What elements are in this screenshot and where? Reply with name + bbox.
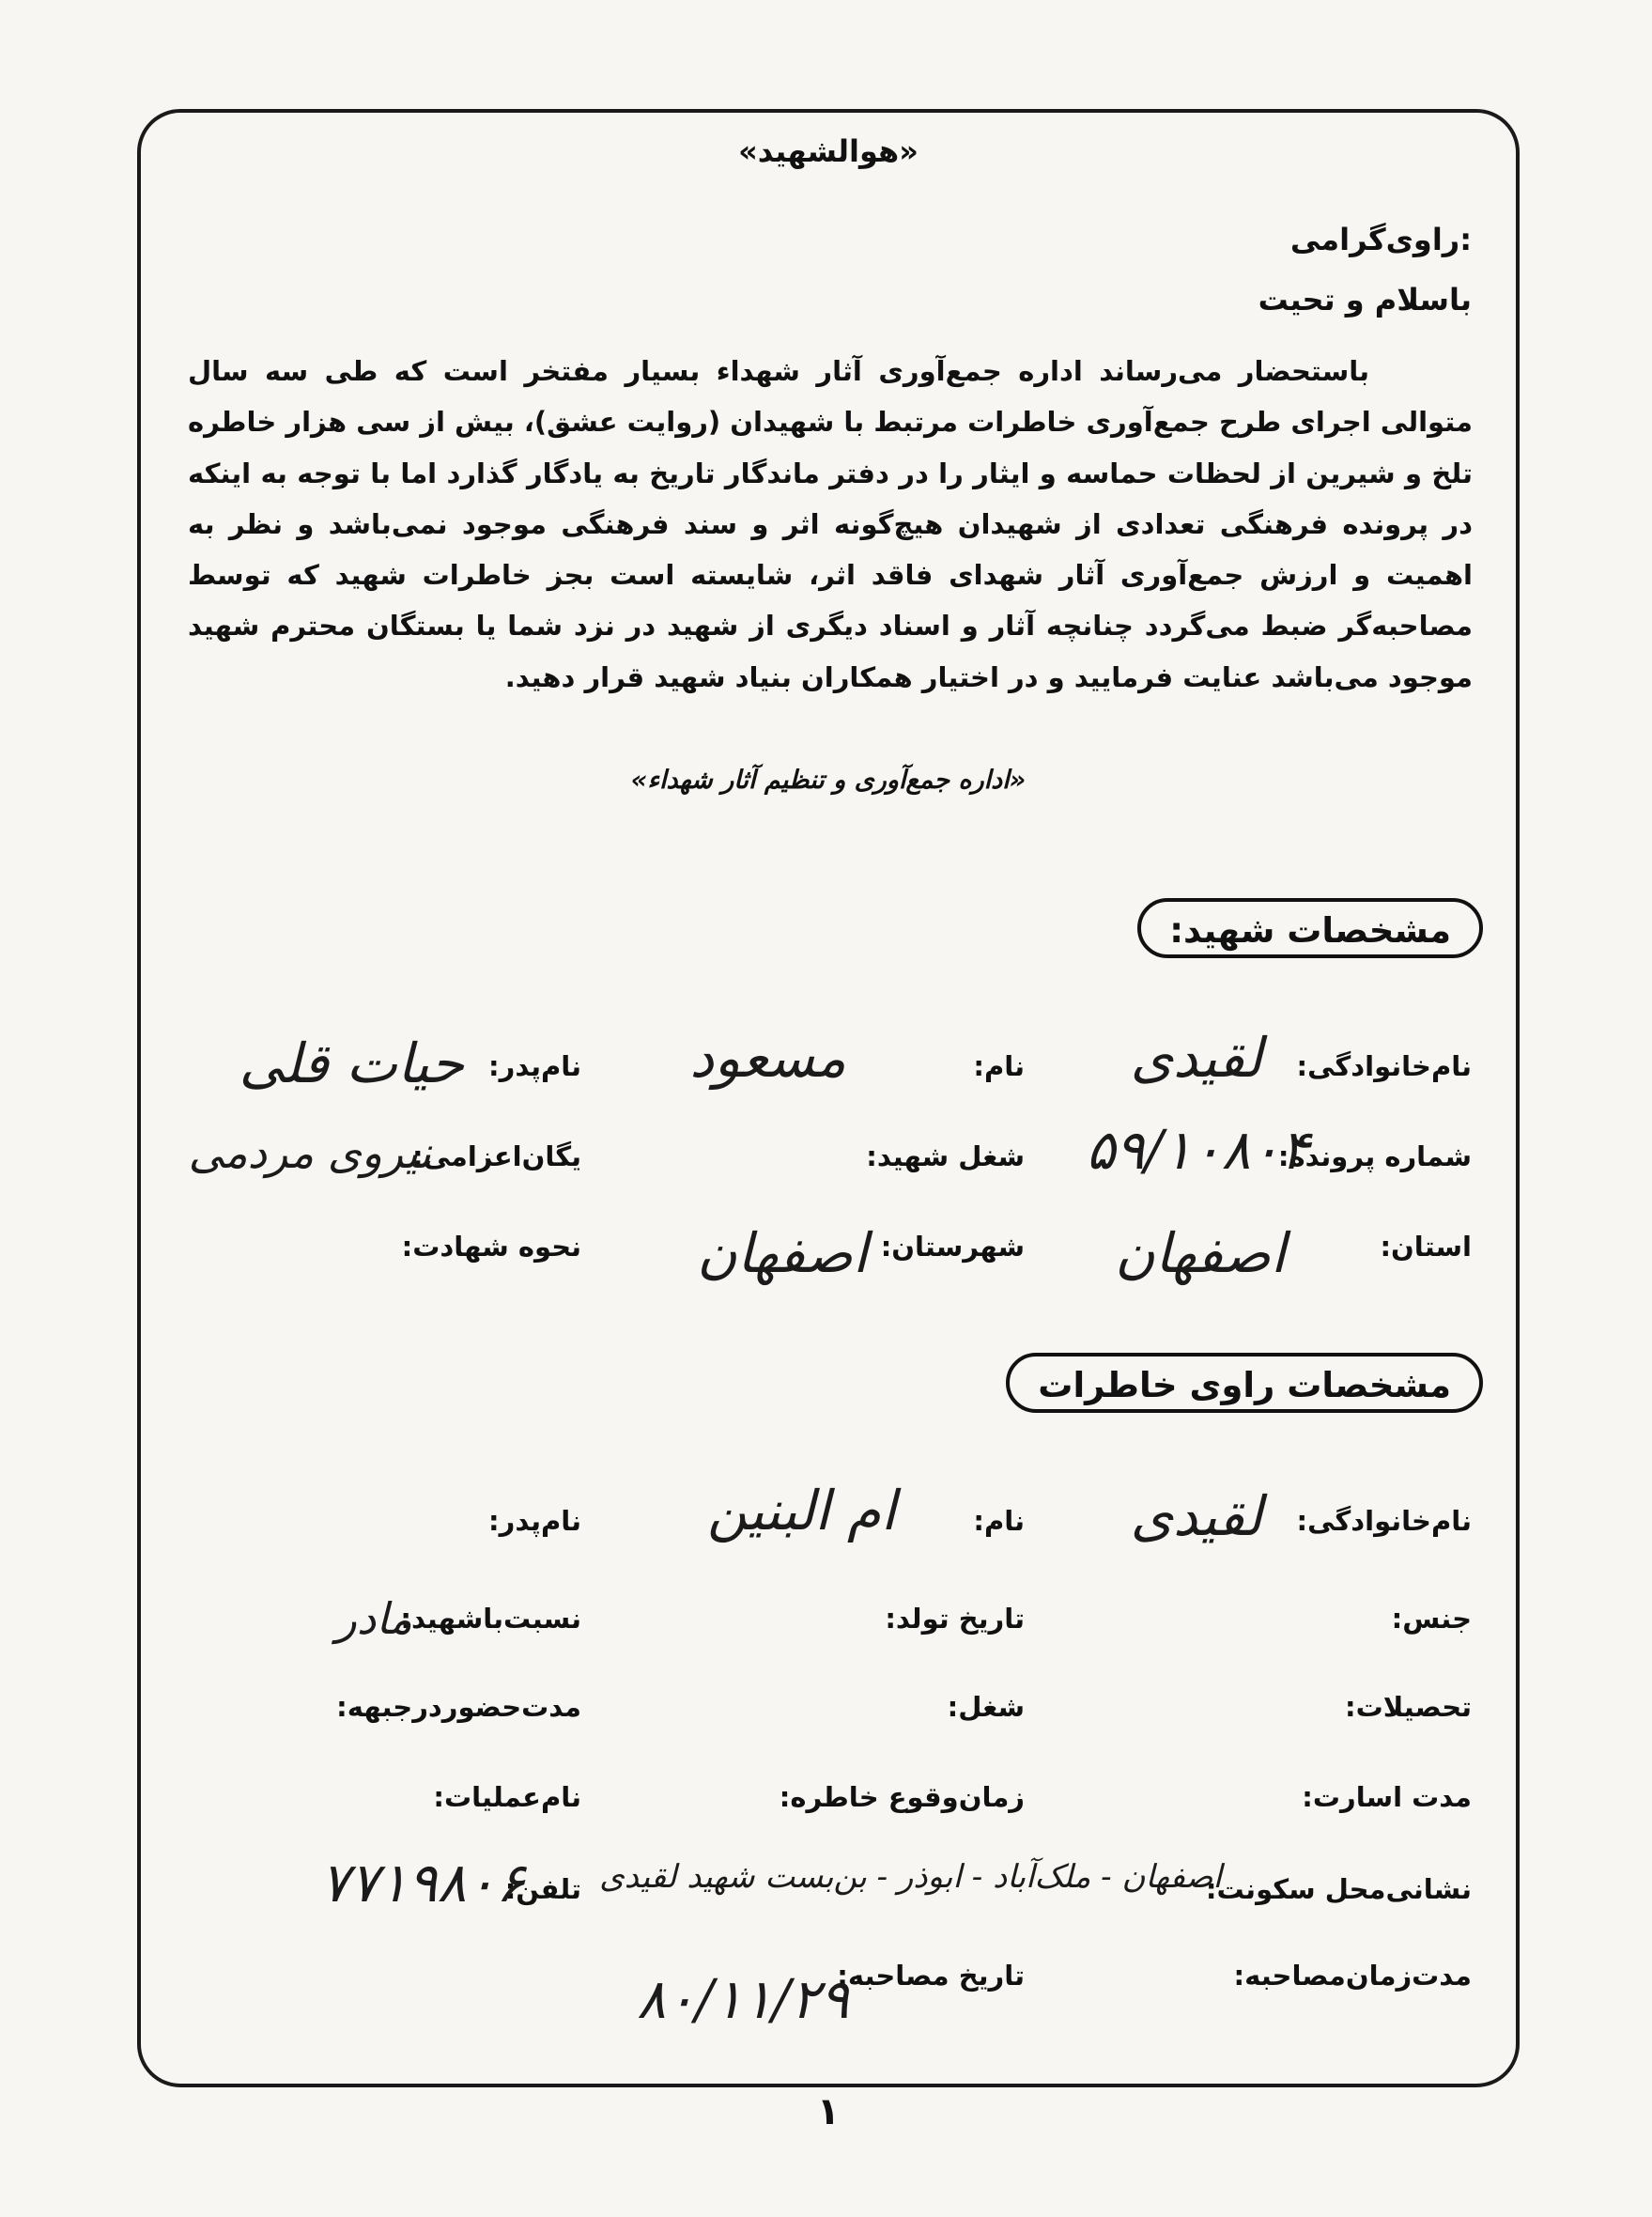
narrator-education-label: تحصیلات:: [1345, 1691, 1472, 1723]
narrator-memory-time-label: زمان‌وقوع خاطره:: [779, 1781, 1025, 1813]
martyr-file-number-label: شماره پرونده:: [1277, 1140, 1472, 1172]
narrator-family-name-value: لقیدی: [1130, 1484, 1262, 1548]
letter-body: [188, 346, 1473, 703]
narrator-name-label: نام:: [973, 1505, 1025, 1537]
martyr-section-title: مشخصات شهید:: [1137, 898, 1483, 958]
letter-paragraph: باستحضار می‌رساند اداره جمع‌آوری آثار شهداء بسیار مفتخر است که طی سه سال متوالی اجرای طرح جمع‌آوری خاطرات مرتبط با شهیدان (روایت عشق)، بیش از سی هزار خاطره تلخ و شیرین از لحظات حماسه و ایثار را در دفتر ماندگار تاریخ به یادگار گذارد اما با توجه به اینکه در پرونده فرهنگی تعدادی از شهیدان هیچ‌گونه اثر و سند فرهنگی موجود نمی‌باشد و نظر به اهمیت و ارزش جمع‌آوری آثار شهدای فاقد اثر، شایسته است بجز خاطرات شهید که توسط مصاحبه‌گر ضبط می‌گردد چنانچه آثار و اسناد دیگری از شهید در نزد شما یا بستگان محترم شهید موجود می‌باشد عنایت فرمایید و در اختیار همکاران بنیاد شهید قرار دهید.: [188, 355, 1473, 693]
narrator-gender-label: جنس:: [1391, 1603, 1472, 1635]
narrator-name-value: ام البنین: [707, 1479, 896, 1543]
martyr-city-label: شهرستان:: [880, 1231, 1025, 1263]
martyr-martyrdom-manner-label: نحوه شهادت:: [401, 1231, 581, 1263]
martyr-file-number-value: ۵۹/۱۰۸۰۴: [1086, 1118, 1309, 1182]
narrator-interview-date-label: تاریخ مصاحبه:: [837, 1960, 1025, 1992]
martyr-province-value: اصفهان: [1115, 1221, 1286, 1285]
greeting: راوی‌گرامی:: [1289, 222, 1472, 257]
martyr-family-name-value: لقیدی: [1130, 1026, 1262, 1090]
salutation: باسلام و تحیت: [1258, 282, 1472, 318]
narrator-family-name-label: نام‌خانوادگی:: [1296, 1505, 1472, 1537]
narrator-phone-label: تلفن:: [504, 1873, 581, 1905]
narrator-section-title: مشخصات راوی خاطرات: [1006, 1353, 1483, 1413]
narrator-father-name-label: نام‌پدر:: [488, 1505, 581, 1537]
narrator-relation-label: نسبت‌باشهید:: [400, 1603, 581, 1635]
narrator-captivity-duration-label: مدت اسارت:: [1302, 1781, 1472, 1813]
martyr-name-value: مسعود: [689, 1026, 846, 1090]
page-number: ۱: [816, 2090, 841, 2133]
narrator-operation-name-label: نام‌عملیات:: [433, 1781, 581, 1813]
martyr-city-value: اصفهان: [697, 1221, 868, 1285]
narrator-address-value: اصفهان - ملک‌آباد - ابوذر - بن‌بست شهید لقیدی: [599, 1858, 1222, 1896]
martyr-occupation-label: شغل شهید:: [866, 1140, 1025, 1172]
martyr-family-name-label: نام‌خانوادگی:: [1296, 1050, 1472, 1082]
martyr-dispatch-unit-label: یگان‌اعزامی:: [411, 1140, 581, 1172]
document-heading: «هوالشهید»: [738, 133, 919, 169]
narrator-address-label: نشانی‌محل سکونت:: [1205, 1873, 1472, 1905]
narrator-job-label: شغل:: [947, 1691, 1025, 1723]
narrator-interview-duration-label: مدت‌زمان‌مصاحبه:: [1233, 1960, 1472, 1992]
narrator-birth-date-label: تاریخ تولد:: [885, 1603, 1025, 1635]
narrator-relation-value: مادر: [335, 1593, 412, 1644]
narrator-front-duration-label: مدت‌حضوردرجبهه:: [336, 1691, 581, 1723]
martyr-father-name-label: نام‌پدر:: [488, 1050, 581, 1082]
office-signature: «اداره جمع‌آوری و تنظیم آثار شهداء»: [630, 766, 1027, 795]
martyr-province-label: استان:: [1380, 1231, 1472, 1263]
narrator-interview-date-value: ۸۰/۱۱/۲۹: [637, 1967, 849, 2031]
martyr-father-name-value: حیات قلی: [239, 1031, 464, 1095]
martyr-dispatch-unit-value: نیروی مردمی: [188, 1127, 431, 1178]
martyr-name-label: نام:: [973, 1050, 1025, 1082]
narrator-phone-value: ۷۷۱۹۸۰۶: [319, 1851, 525, 1915]
